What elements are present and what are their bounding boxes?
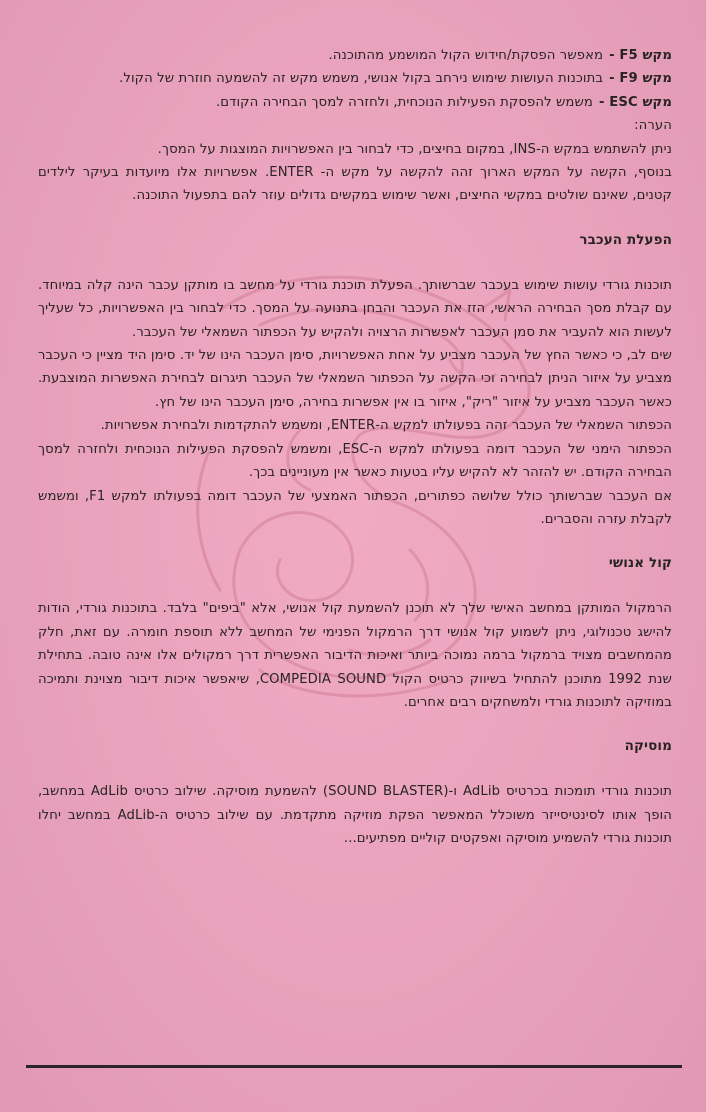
document-body [38,44,672,851]
mouse-paragraph-2: שים לב, כי כאשר החץ של העכבר מצביע על אחת האפשרויות, סימן העכבר הינו של יד. סימן היד מציין כי העכבר מצביע על איזור הניתן לבחירה וכי הקשה על הכפתור השמאלי של העכבר תיגרום לבחירת האפשרות המוצבעת. כאשר העכבר מצביע על איזור "ריק", איזור בו אין אפשרות בחירה, סימן העכבר הינו של חץ. [38,348,672,410]
key-f5-label: מקש F5 - [609,48,672,63]
key-esc-desc: משמש להפסקת הפעילות הנוכחית, ולחזרה למסך הבחירה הקודם. [216,94,593,110]
section-title-voice: קול אנושי [608,555,672,572]
key-f9-desc: בתוכנות העושות שימוש נירחב בקול אנושי, משמש מקש זה להשמעה חוזרת של הקול. [119,71,604,87]
key-f5-line [38,44,672,67]
note-line-2: בנוסף, הקשה על המקש הארוך זהה להקשה על מקש ה- ENTER. אפשרויות אלו מיועדות בעיקר לילדים קטנים, שאינם שולטים במקשי החיצים, ואשר שימוש במקשים גדולים עוזר להם בתפעול התוכנה. [38,165,672,204]
voice-paragraph-1: הרמקול המותקן במחשב האישי שלך לא תוכנן להשמעת קול אנושי, אלא "ביפים" בלבד. בתוכנות גורדי, הודות להישג טכנולוגי, ניתן לשמוע קול אנושי דרך הרמקול הפנימי של המחשב ללא תוספת חומרה. עם זאת, חלק מהמחשבים מצויד ברמקול ברמה נמוכה ביותר ואיכות הדיבור האפשרית דרך רמקולים אלו אינה טובה. בתחילת שנת 1992 מתוכנן להתחיל בשיווק כרטיס הקול COMPEDIA SOUND, שיאפשר איכות דיבור מצוינת ותמיכה במוזיקה לתוכנות גורדי ולמשחקים רבים אחרים. [38,601,672,710]
bottom-divider [26,1065,682,1068]
key-f5-desc: מאפשר הפסקת/חידוש הקול המושמע מהתוכנה. [328,48,604,63]
key-esc-label: מקש ESC - [598,94,672,110]
music-paragraph-1: תוכנות גורדי תומכות בכרטיס AdLib ו-(SOUND BLASTER) להשמעת מוסיקה. שילוב כרטיס AdLib במחשב, הופך אותו לסינטיסייזר משוכלל המאפשר הפקת מוזיקה מתקדמת. עם שילוב כרטיס ה-AdLib במחשב יחלו תוכנות גורדי להשמיע מוסיקה ואפקטים קוליים מפתיעים... [38,784,673,847]
mouse-paragraph-4: הכפתור הימני של העכבר דומה בפעולתו למקש ה-ESC, ומשמש להפסקת הפעילות הנוכחית ולחזרה למסך הבחירה הקודם. יש להזהר לא להקיש עליו בטעות כאשר אין מעוניינים בכך. [38,441,672,481]
key-esc-line [38,91,672,114]
mouse-paragraph-3: הכפתור השמאלי של העכבר זהה בפעולתו למקש ה-ENTER, ומשמש להתקדמות ולבחירת אפשרויות. [100,418,672,434]
note-line-1: ניתן להשתמש במקש ה-INS, במקום בחיצים, כדי לבחור בין האפשרויות המוצגות על המסך. [157,141,672,157]
note-title: הערה: [634,118,672,134]
section-title-mouse: הפעלת העכבר [579,231,672,248]
mouse-paragraph-1: תוכנות גורדי עושות שימוש בעכבר שברשותך. הפעלת תוכנת גורדי על מחשב בו מותקן עכבר הינה קלה במיוחד. עם קבלת מסך הבחירה הראשי, הזז את העכבר והבחן בתנועה על המסך. כדי לבחור בין האפשרויות, כל שעליך לעשות הוא להעביר את סמן העכבר לאפשרות הרצויה ולהקיש על הכפתור השמאלי של העכבר. [38,277,672,340]
section-title-music: מוסיקה [624,738,672,755]
key-f9-label: מקש F9 - [609,71,672,87]
key-f9-line [38,67,672,90]
mouse-paragraph-5: אם העכבר שברשותך כולל שלושה כפתורים, הכפתור האמצעי של העכבר דומה בפעולתו למקש F1, ומשמש לקבלת עזרה והסברים. [38,488,672,527]
